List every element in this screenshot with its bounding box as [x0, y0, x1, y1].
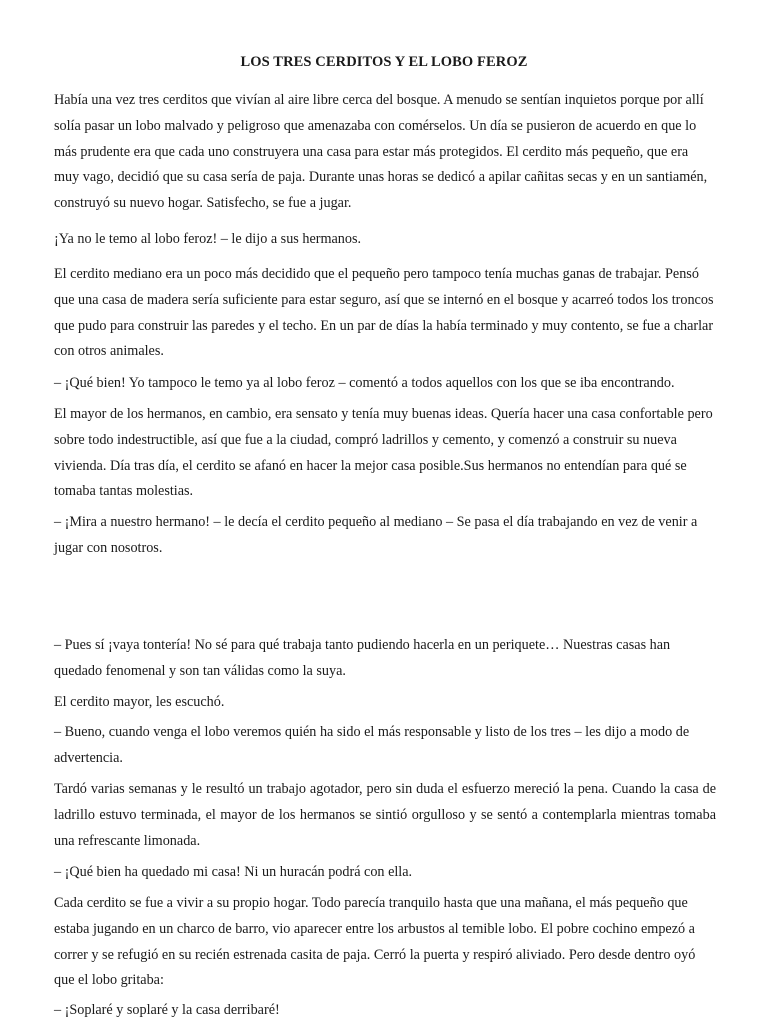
paragraph-13: – ¡Soplaré y soplaré y la casa derribaré! — [54, 1002, 280, 1018]
paragraph-3: El cerdito mediano era un poco más decidido que el pequeño pero tampoco tenía muchas ganas de trabajar. Pensó que una casa de madera sería suficiente para estar seguro, así que se internó en el bosque y acarreó todos los troncos que pudo para construir las paredes y el techo. En un par de días la había terminado y muy contento, se fue a charlar con otros animales. — [54, 266, 714, 360]
paragraph-6: – ¡Mira a nuestro hermano! – le decía el cerdito pequeño al mediano – Se pasa el día trabajando en vez de venir a jugar con nosotros. — [54, 514, 698, 556]
paragraph-7: – Pues sí ¡vaya tontería! No sé para qué trabaja tanto pudiendo hacerla en un periquete… Nuestras casas han quedado fenomenal y son tan válidas como la suya. — [54, 637, 671, 679]
document-title: LOS TRES CERDITOS Y EL LOBO FEROZ — [240, 54, 528, 70]
paragraph-4: – ¡Qué bien! Yo tampoco le temo ya al lobo feroz – comentó a todos aquellos con los que se iba encontrando. — [54, 375, 675, 391]
paragraph-11: – ¡Qué bien ha quedado mi casa! Ni un huracán podrá con ella. — [54, 864, 413, 880]
paragraph-10: Tardó varias semanas y le resultó un trabajo agotador, pero sin duda el esfuerzo mereció la pena. Cuando la casa de ladrillo estuvo terminada, el mayor de los hermanos se sintió orgulloso y se sentó a contemplarla mientras tomaba una refrescante limonada. — [54, 781, 716, 849]
paragraph-2: ¡Ya no le temo al lobo feroz! – le dijo a sus hermanos. — [54, 231, 362, 247]
paragraph-8: El cerdito mayor, les escuchó. — [54, 694, 225, 710]
paragraph-5: El mayor de los hermanos, en cambio, era sensato y tenía muy buenas ideas. Quería hacer una casa confortable pero sobre todo indestructible, así que fue a la ciudad, compró ladrillos y cemento, y comenzó a construir su nueva vivienda. Día tras día, el cerdito se afanó en hacer la mejor casa posible.Sus hermanos no entendían para qué se tomaba tantas molestias. — [54, 406, 713, 500]
paragraph-1: Había una vez tres cerditos que vivían al aire libre cerca del bosque. A menudo se sentían inquietos porque por allí solía pasar un lobo malvado y peligroso que amenazaba con comérselos. Un día se pusieron de acuerdo en que lo más prudente era que cada uno construyera una casa para estar más protegidos. El cerdito más pequeño, que era muy vago, decidió que su casa sería de paja. Durante unas horas se dedicó a apilar cañitas secas y en un santiamén, construyó su nuevo hogar. Satisfecho, se fue a jugar. — [54, 92, 708, 212]
paragraph-12: Cada cerdito se fue a vivir a su propio hogar. Todo parecía tranquilo hasta que una mañana, el más pequeño que estaba jugando en un charco de barro, vio aparecer entre los arbustos al temible lobo. El pobre cochino empezó a correr y se refugió en su recién estrenada casita de paja. Cerró la puerta y respiró aliviado. Pero desde dentro oyó que el lobo gritaba: — [54, 895, 696, 989]
paragraph-9: – Bueno, cuando venga el lobo veremos quién ha sido el más responsable y listo de los tres – les dijo a modo de advertencia. — [54, 724, 690, 766]
